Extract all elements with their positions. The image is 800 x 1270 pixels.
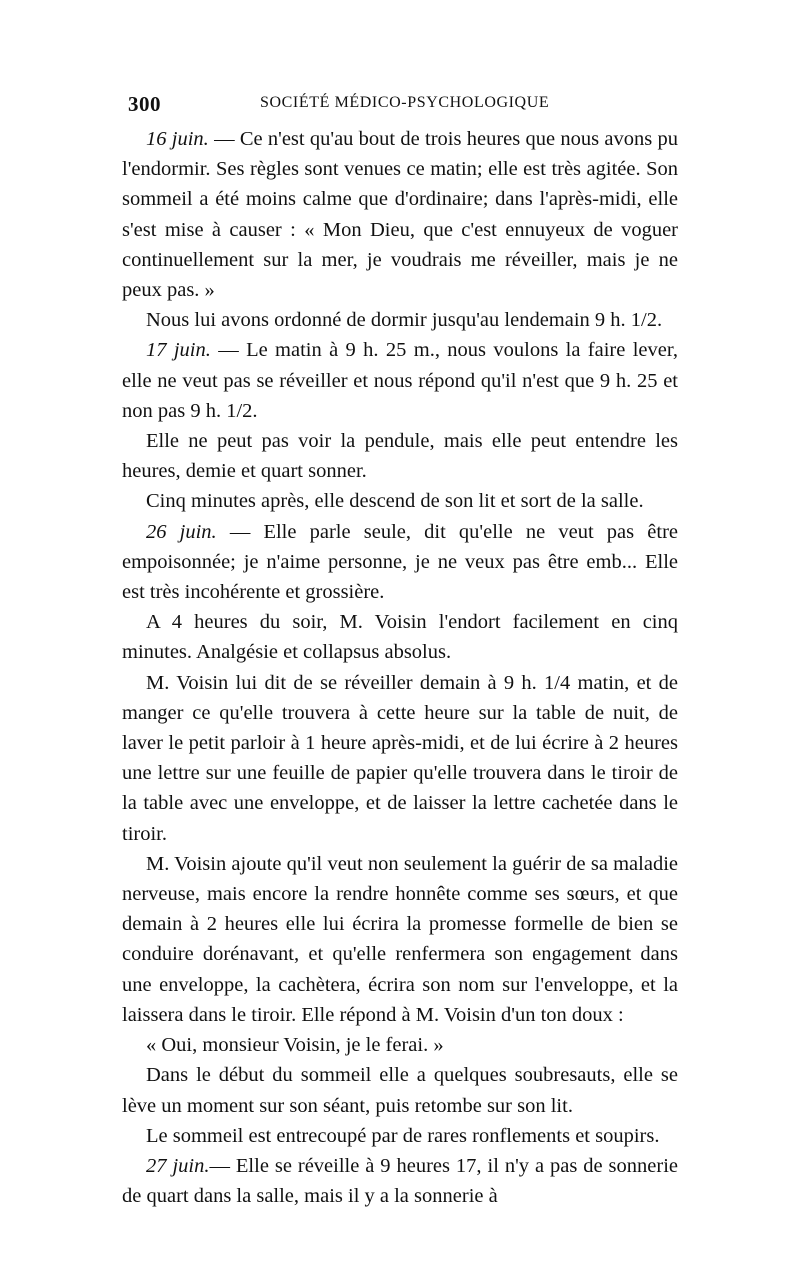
paragraph-text: — Elle se réveille à 9 heures 17, il n'y a pas de sonnerie de quart dans la salle, mais il y a la sonnerie à bbox=[122, 1154, 678, 1208]
paragraph bbox=[122, 426, 678, 486]
paragraph-text: Le sommeil est entrecoupé par de rares ronflements et soupirs. bbox=[146, 1124, 660, 1147]
page-body bbox=[122, 124, 678, 1211]
paragraph bbox=[122, 668, 678, 849]
paragraph-text: — Ce n'est qu'au bout de trois heures que nous avons pu l'endormir. Ses règles sont venues ce matin; elle est très agitée. Son sommeil a été moins calme que d'ordinaire; dans l'après-midi, elle s'est mise à causer : « Mon Dieu, que c'est ennuyeux de voguer continuellement sur la mer, je voudrais me réveiller, mais je ne peux pas. » bbox=[122, 128, 678, 302]
paragraph bbox=[122, 486, 678, 516]
paragraph-text: A 4 heures du soir, M. Voisin l'endort facilement en cinq minutes. Analgésie et collapsus absolus. bbox=[122, 611, 678, 664]
paragraph bbox=[122, 1121, 678, 1151]
entry-date: 26 juin. bbox=[146, 520, 217, 543]
paragraph bbox=[122, 517, 678, 608]
paragraph-text: Cinq minutes après, elle descend de son lit et sort de la salle. bbox=[146, 490, 644, 513]
paragraph-text: M. Voisin ajoute qu'il veut non seulement la guérir de sa maladie nerveuse, mais encore la rendre honnête comme ses sœurs, et que demain à 2 heures elle lui écrira la promesse formelle de bien se conduire dorénavant, et qu'elle renfermera son engagement dans une enveloppe, la cachètera, écrira son nom sur l'enveloppe, et la laissera dans le tiroir. Elle répond à M. Voisin d'un ton doux : bbox=[122, 852, 678, 1026]
paragraph-text: Elle ne peut pas voir la pendule, mais elle peut entendre les heures, demie et quart sonner. bbox=[122, 430, 678, 483]
paragraph bbox=[122, 1151, 678, 1211]
paragraph-text: Nous lui avons ordonné de dormir jusqu'au lendemain 9 h. 1/2. bbox=[146, 309, 663, 332]
paragraph bbox=[122, 305, 678, 335]
paragraph-text: « Oui, monsieur Voisin, je le ferai. » bbox=[146, 1034, 444, 1057]
paragraph-text: Dans le début du sommeil elle a quelques soubresauts, elle se lève un moment sur son séant, puis retombe sur son lit. bbox=[122, 1064, 678, 1117]
paragraph-text: — Le matin à 9 h. 25 m., nous voulons la faire lever, elle ne veut pas se réveiller et nous répond qu'il n'est que 9 h. 25 et non pas 9 h. 1/2. bbox=[122, 339, 678, 422]
paragraph-text: — Elle parle seule, dit qu'elle ne veut pas être empoisonnée; je n'aime personne, je ne veux pas être emb... Elle est très incohérente et grossière. bbox=[122, 520, 678, 604]
paragraph bbox=[122, 849, 678, 1030]
paragraph bbox=[122, 124, 678, 305]
quoted-reply bbox=[122, 1030, 678, 1060]
entry-date: 16 juin. bbox=[146, 128, 209, 150]
entry-date: 27 juin. bbox=[146, 1154, 210, 1177]
paragraph bbox=[122, 607, 678, 667]
running-head: SOCIÉTÉ MÉDICO-PSYCHOLOGIQUE bbox=[260, 94, 550, 111]
paragraph bbox=[122, 1060, 678, 1120]
page-number: 300 bbox=[128, 92, 161, 116]
paragraph-text: M. Voisin lui dit de se réveiller demain à 9 h. 1/4 matin, et de manger ce qu'elle trouvera à cette heure sur la table de nuit, de laver le petit parloir à 1 heure après-midi, et de lui écrire à 2 heures une lettre sur une feuille de papier qu'elle trouvera dans le tiroir de la table avec une enveloppe, et de laisser la lettre cachetée dans le tiroir. bbox=[122, 671, 678, 845]
paragraph bbox=[122, 335, 678, 426]
entry-date: 17 juin. bbox=[146, 339, 211, 362]
